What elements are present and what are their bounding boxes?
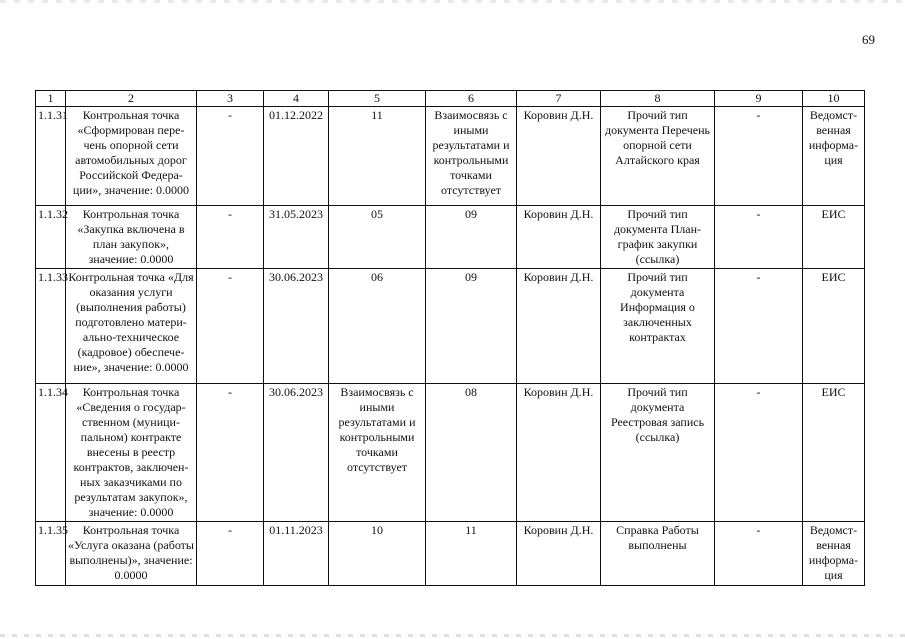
row-number: 1.1.34 (36, 384, 66, 522)
control-point-name: Контрольная точка «Для оказания услуги (выполнения работы) подготовлено матери-ально-техническое (кадровое) обеспече-ние», значение: 0.0000 (66, 269, 197, 384)
table-row (36, 384, 865, 522)
executor: Коровин Д.Н. (517, 107, 601, 206)
info-source: Ведомст-венная информа-ция (803, 522, 865, 586)
cell-col6: 08 (426, 384, 517, 522)
row-number: 1.1.35 (36, 522, 66, 586)
info-source: Ведомст-венная информа-ция (803, 107, 865, 206)
header-cell: 5 (329, 91, 426, 107)
table-row (36, 522, 865, 586)
cell-col5: 10 (329, 522, 426, 586)
cell-col3: - (197, 522, 264, 586)
header-cell: 3 (197, 91, 264, 107)
header-cell: 6 (426, 91, 517, 107)
info-source: ЕИС (803, 269, 865, 384)
header-cell: 9 (715, 91, 803, 107)
info-source: ЕИС (803, 384, 865, 522)
cell-col9: - (715, 522, 803, 586)
table-row (36, 107, 865, 206)
due-date: 31.05.2023 (264, 206, 329, 269)
scan-artifact-top (0, 0, 905, 3)
cell-col9: - (715, 107, 803, 206)
header-cell: 10 (803, 91, 865, 107)
header-cell: 7 (517, 91, 601, 107)
cell-col3: - (197, 269, 264, 384)
due-date: 30.06.2023 (264, 384, 329, 522)
cell-col6: 11 (426, 522, 517, 586)
table-row (36, 206, 865, 269)
page-number: 69 (862, 32, 875, 47)
cell-col9: - (715, 206, 803, 269)
row-number: 1.1.33 (36, 269, 66, 384)
cell-col6: 09 (426, 269, 517, 384)
row-number: 1.1.31 (36, 107, 66, 206)
cell-col6: 09 (426, 206, 517, 269)
control-points-table (35, 90, 865, 586)
executor: Коровин Д.Н. (517, 206, 601, 269)
header-cell: 1 (36, 91, 66, 107)
control-point-name: Контрольная точка «Сформирован пере-чень опорной сети автомобильных дорог Российской Федера-ции», значение: 0.0000 (66, 107, 197, 206)
document-type: Прочий тип документа Информация о заключенных контрактах (601, 269, 715, 384)
document-type: Справка Работы выполнены (601, 522, 715, 586)
document-type: Прочий тип документа Перечень опорной сети Алтайского края (601, 107, 715, 206)
executor: Коровин Д.Н. (517, 269, 601, 384)
document-type: Прочий тип документа Реестровая запись (ссылка) (601, 384, 715, 522)
table-row (36, 269, 865, 384)
header-cell: 8 (601, 91, 715, 107)
document-type: Прочий тип документа План-график закупки (ссылка) (601, 206, 715, 269)
cell-col5: 06 (329, 269, 426, 384)
header-row (36, 91, 865, 107)
executor: Коровин Д.Н. (517, 384, 601, 522)
cell-col3: - (197, 107, 264, 206)
cell-col3: - (197, 206, 264, 269)
due-date: 01.12.2022 (264, 107, 329, 206)
cell-col9: - (715, 269, 803, 384)
cell-col9: - (715, 384, 803, 522)
info-source: ЕИС (803, 206, 865, 269)
header-cell: 2 (66, 91, 197, 107)
control-point-name: Контрольная точка «Услуга оказана (работы выполнены)», значение: 0.0000 (66, 522, 197, 586)
due-date: 30.06.2023 (264, 269, 329, 384)
cell-col3: - (197, 384, 264, 522)
row-number: 1.1.32 (36, 206, 66, 269)
scan-artifact-bottom (0, 634, 905, 637)
header-cell: 4 (264, 91, 329, 107)
control-point-name: Контрольная точка «Сведения о государ-ственном (муници-пальном) контракте внесены в реестр контрактов, заключен-ных заказчиками по результатам закупок», значение: 0.0000 (66, 384, 197, 522)
cell-col5: 11 (329, 107, 426, 206)
cell-col5: 05 (329, 206, 426, 269)
cell-col5: Взаимосвязь с иными результатами и контрольными точками отсутствует (329, 384, 426, 522)
control-point-name: Контрольная точка «Закупка включена в план закупок», значение: 0.0000 (66, 206, 197, 269)
cell-col6: Взаимосвязь с иными результатами и контрольными точками отсутствует (426, 107, 517, 206)
due-date: 01.11.2023 (264, 522, 329, 586)
executor: Коровин Д.Н. (517, 522, 601, 586)
